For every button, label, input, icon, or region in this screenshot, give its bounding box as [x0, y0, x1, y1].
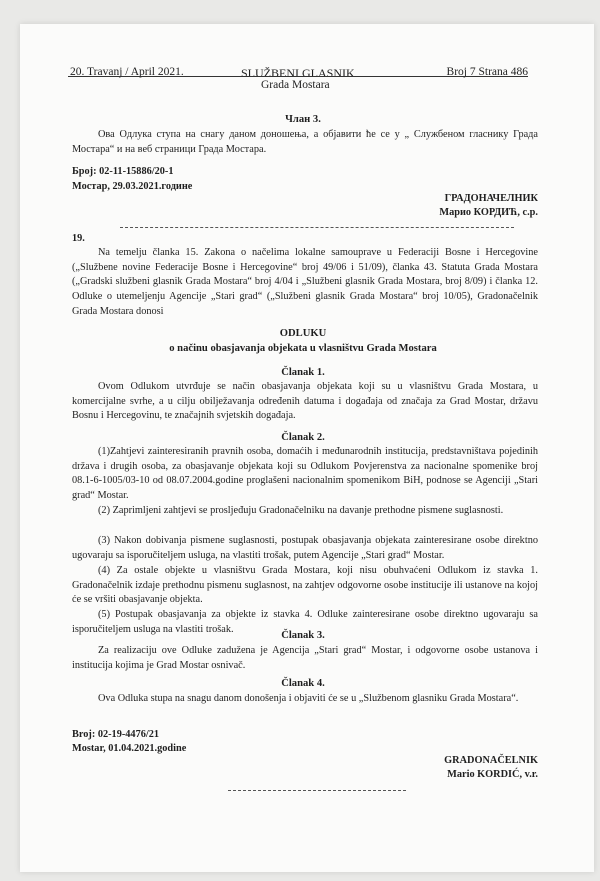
article-2-paragraph-1: (1)Zahtjevi zainteresiranih pravnih osoba, domaćih i međunarodnih institucija, predstavništava pojedinih država i drugih osoba, za obasjavanje objekata koji su Odlukom Povjerenstva za nacionalne spomenike broj 08.1-6-1005/03-10 od 08.07.2004.godine proglašeni nacionalnim spomenikom BiH, podnose se Agenciji „Stari grad“ Mostar.: [72, 446, 538, 502]
header-title: SLUŽBENI GLASNIK: [241, 66, 355, 80]
header-date: 20. Travanj / April 2021.: [70, 66, 184, 78]
header-issue: Broj 7 Strana 486: [446, 66, 528, 78]
decision-title: ODLUKU: [279, 328, 327, 339]
article-2-paragraph-5: (5) Postupak obasjavanja za objekte iz stavka 4. Odluke zainteresirane osobe direktno ugovaraju sa isporučiteljem usluga na vlastiti trošak.: [72, 609, 538, 635]
reference-number-2: Broj: 02-19-4476/21: [72, 729, 160, 740]
article-2-paragraph-2: (2) Zaprimljeni zahtjevi se prosljeđuju Gradonačelniku na davanje prethodne pismene suglasnosti.: [98, 505, 504, 516]
section-divider: [120, 227, 514, 228]
signatory-title: ГРАДОНАЧЕЛНИК: [444, 193, 538, 204]
article-2-paragraph-3: (3) Nakon dobivanja pismene suglasnosti, postupak obasjavanja objekata zainteresirane osobe direktno ugovaraju sa isporučiteljem usluga, na vlastiti trošak, putem Agencije „Stari grad“ Mostar.: [72, 535, 538, 561]
preamble-text: Na temelju članka 15. Zakona o načelima lokalne samouprave u Federaciji Bosne i Hercegovine („Službene novine Federacije Bosne i Hercegovine“ broj 49/06 i 51/09), članka 43. Statuta Grada Mostara („Gradski službeni glasnik Grada Mostara“ broj 4/04 i „Službeni glasnik Grada Mostara, broj 8/09) i članka 12. Odluke o utemeljenju Agencije „Stari grad“ („Službeni glasnik Grada Mostara“ broj 10/05), Gradonačelnik Grada Mostara donosi: [72, 247, 538, 317]
reference-place-date: Мостар, 29.03.2021.године: [72, 181, 193, 192]
header-rule: [68, 76, 528, 77]
document-page: [20, 24, 594, 872]
article-1-text: Ovom Odlukom utvrđuje se način obasjavanja objekata koji su u vlasništvu Grada Mostara, u komercijalne svrhe, a u cilju obilježavanja određenih datuma i događaja od značaja za Grad Mostar, državu Bosnu i Hercegovinu, te značajnih svjetskih događaja.: [72, 381, 538, 422]
article-3-text: Za realizaciju ove Odluke zadužena je Agencija „Stari grad“ Mostar, i odgovorne osobe ustanova i institucija kojima je Grad Mostar osnivač.: [72, 645, 538, 671]
article-text: Ова Одлука ступа на снагу даном доношења, а објавити ће се у „ Службеном гласнику Града Мостара“ и на веб страници Града Мостара.: [72, 129, 538, 155]
signatory-title-2: GRADONAČELNIK: [444, 755, 538, 766]
signatory-name-2: Mario KORDIĆ, v.r.: [447, 769, 538, 780]
article-1-title: Članak 1.: [281, 367, 325, 378]
article-2-paragraph-4: (4) Za ostale objekte u vlasništvu Grada Mostara, koji nisu obuhvaćeni Odlukom iz stavka 1. Gradonačelnik izdaje prethodnu pismenu suglasnost, na zahtjev odgovorne osobe institucije ili ustanove na kojoj će se vršiti obasjavanje objekta.: [72, 565, 538, 606]
article-title: Члан 3.: [285, 114, 321, 125]
decision-subtitle: o načinu obasjavanja objekata u vlasništvu Grada Mostara: [169, 343, 437, 354]
signatory-name: Марио КОРДИЋ, с.р.: [439, 207, 538, 218]
article-4-text: Ova Odluka stupa na snagu danom donošenja i objaviti će se u „Službenom glasniku Grada Mostara“.: [98, 693, 519, 704]
article-4-title: Članak 4.: [281, 678, 325, 689]
decision-number: 19.: [72, 233, 85, 244]
signature-block-2: [444, 754, 538, 782]
article-3-title: Članak 3.: [281, 630, 325, 641]
header-subtitle: Grada Mostara: [261, 79, 330, 91]
reference-place-date-2: Mostar, 01.04.2021.godine: [72, 743, 187, 754]
end-divider: [228, 790, 406, 791]
signature-block: [439, 192, 538, 220]
reference-number: Број: 02-11-15886/20-1: [72, 166, 174, 177]
article-2-title: Članak 2.: [281, 432, 325, 443]
